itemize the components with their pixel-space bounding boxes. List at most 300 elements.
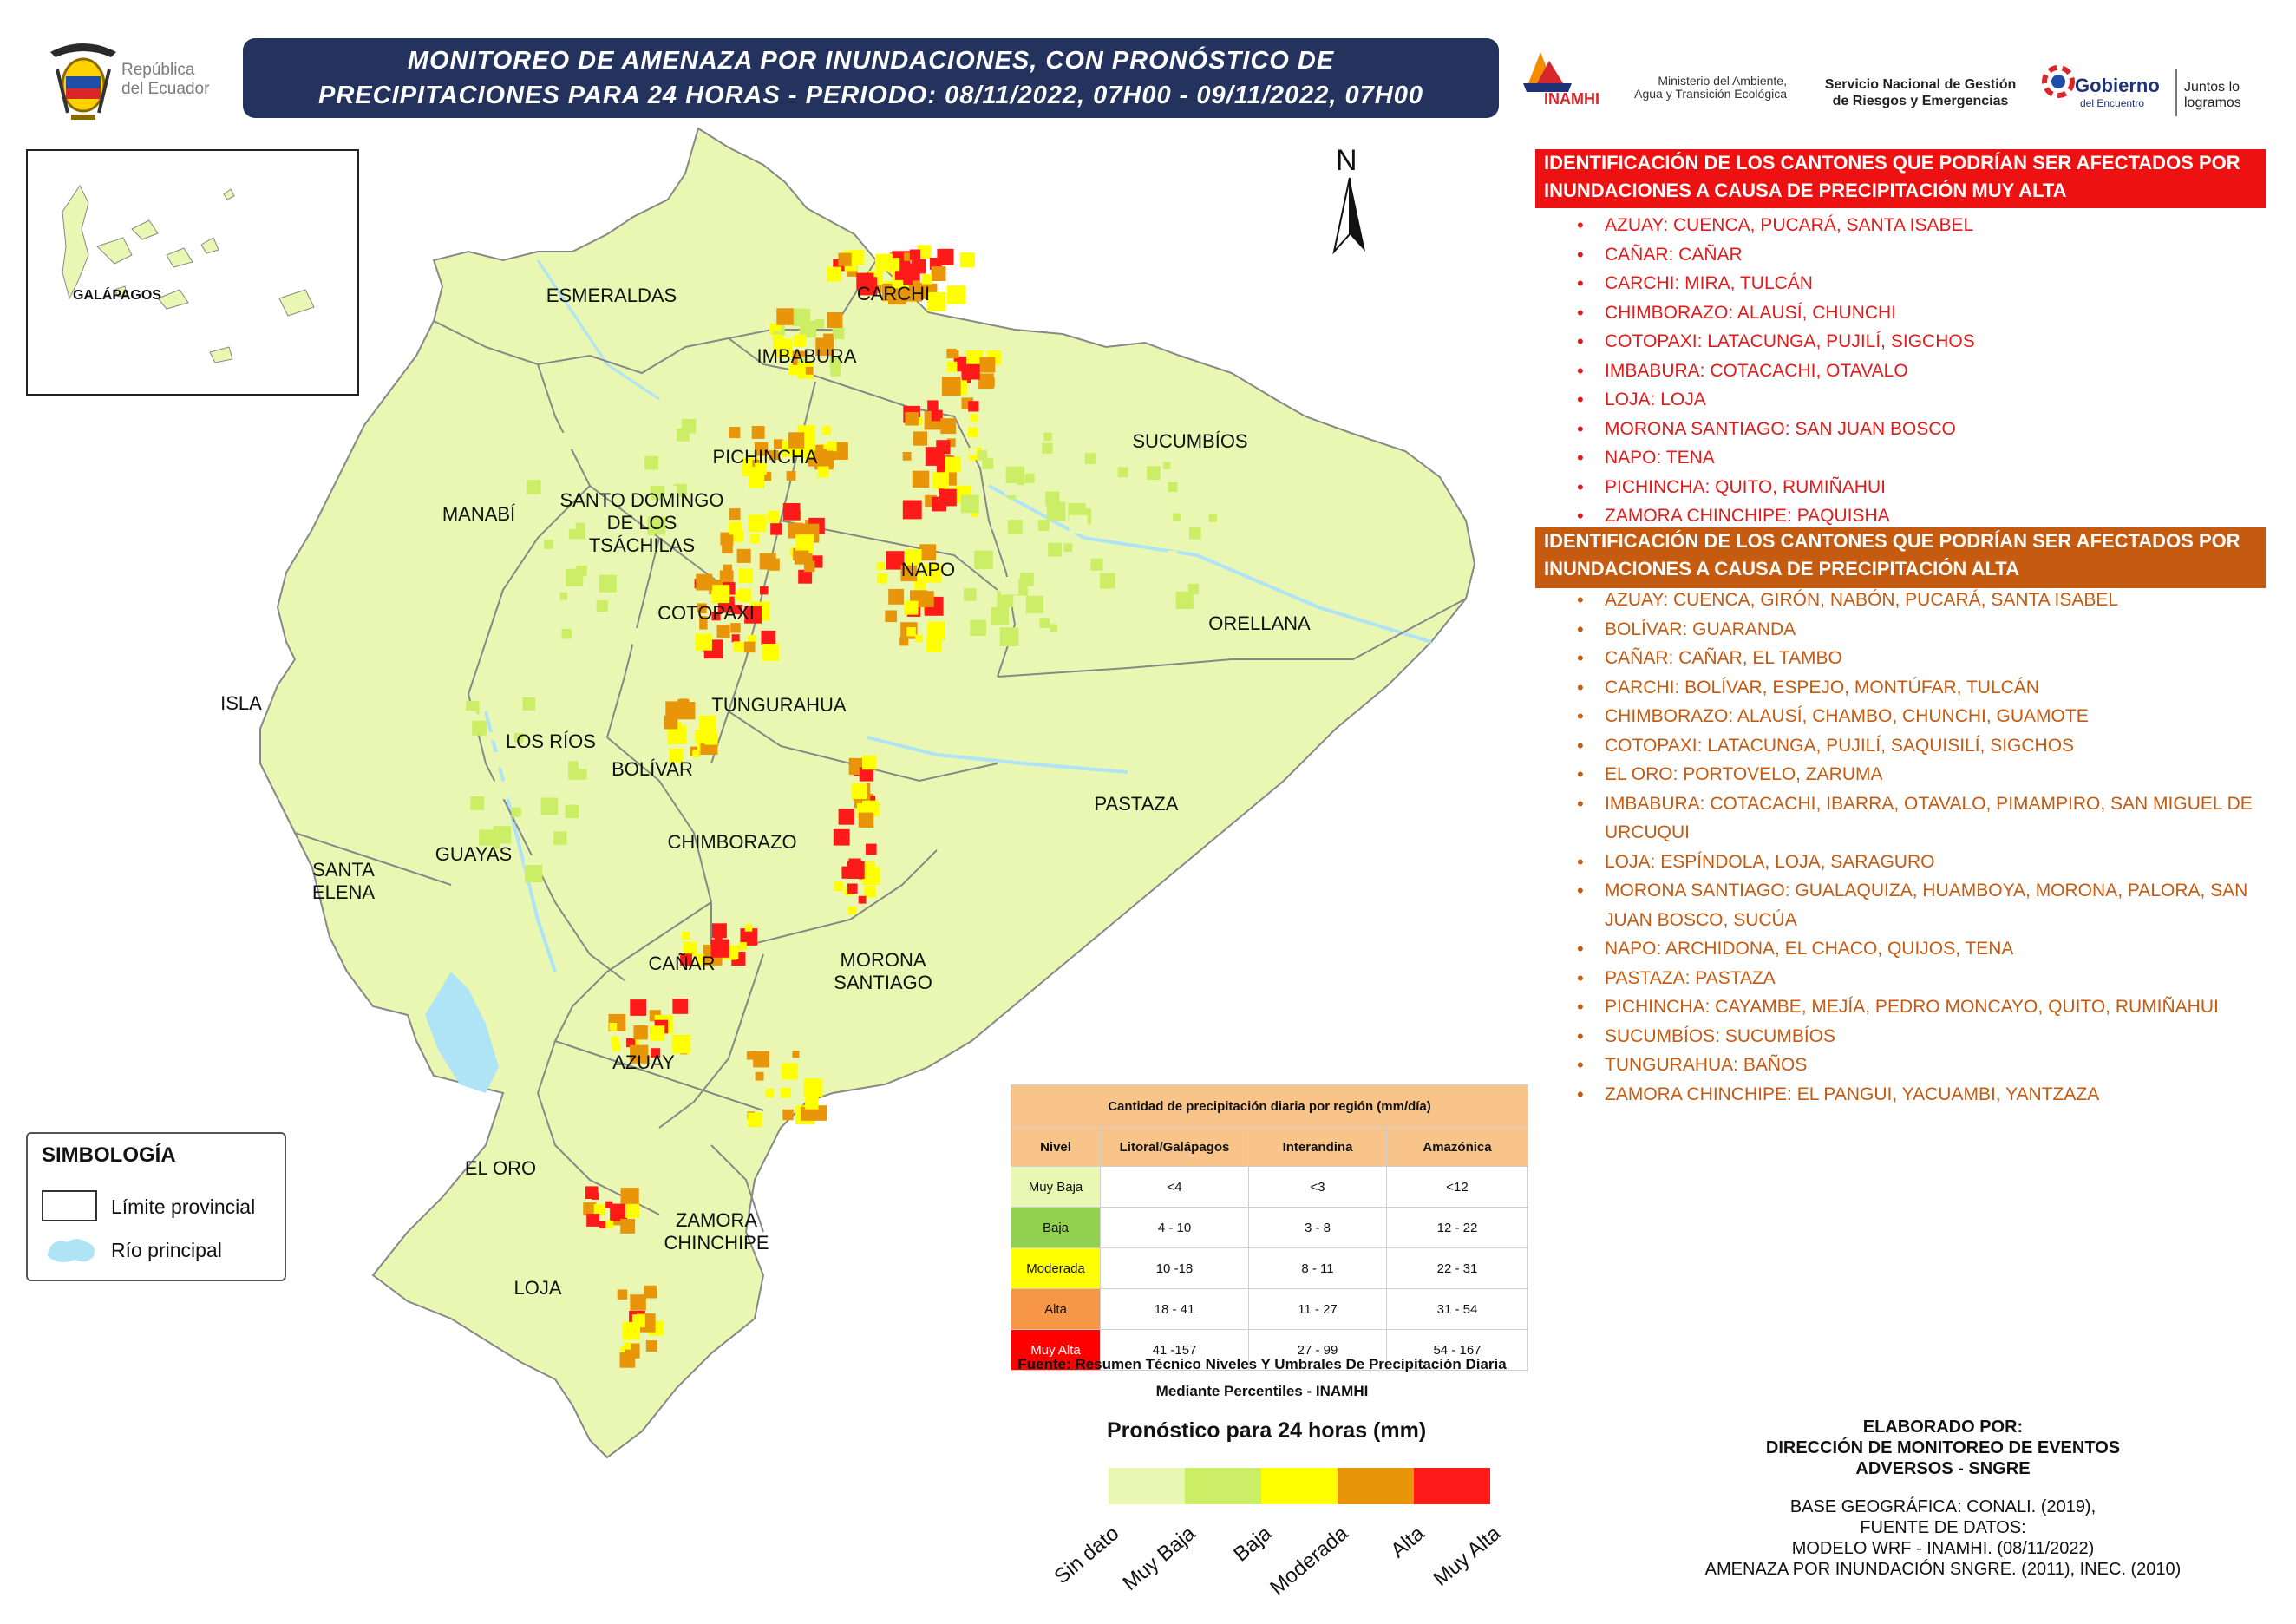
precip-cell	[905, 412, 919, 426]
precip-cell	[1050, 624, 1057, 632]
label-chimborazo: CHIMBORAZO	[667, 831, 797, 853]
precip-cell	[618, 1289, 628, 1300]
precip-cell	[527, 480, 541, 494]
table-header-interandina: Interandina	[1249, 1128, 1387, 1167]
precip-cell	[877, 573, 887, 584]
precip-cell	[526, 512, 543, 529]
range-cell: 41 -157	[1101, 1330, 1249, 1371]
precip-cell	[1063, 543, 1072, 552]
range-cell: <4	[1101, 1167, 1249, 1208]
galapagos-label: GALÁPAGOS	[73, 288, 161, 303]
precip-cell	[913, 471, 929, 488]
precip-cell	[768, 511, 780, 523]
precip-cell	[979, 357, 995, 373]
precip-cell	[1137, 566, 1147, 575]
precip-cell	[1001, 577, 1019, 595]
scale-swatch	[1338, 1468, 1414, 1504]
precip-cell	[489, 752, 505, 768]
precip-cell	[1163, 462, 1170, 469]
precip-cell	[982, 458, 993, 469]
precip-cell	[579, 752, 595, 769]
precip-cell	[739, 942, 747, 950]
river-swatch-icon	[45, 1235, 99, 1265]
canton-item: • EL ORO: PORTOVELO, ZARUMA	[1535, 760, 2264, 789]
precip-cell	[508, 705, 517, 714]
precip-cell	[624, 1342, 631, 1349]
label-santiago: SANTIAGO	[834, 972, 932, 993]
precip-cell	[605, 1221, 613, 1228]
label-azuay: AZUAY	[612, 1051, 675, 1073]
precip-cell	[877, 562, 886, 571]
precip-cell	[1101, 431, 1119, 449]
gobierno-logo-icon	[2038, 52, 2078, 104]
precip-cell	[679, 593, 688, 602]
precip-cell	[782, 1063, 798, 1079]
precip-cell	[695, 730, 709, 743]
scale-label: Sin dato	[1050, 1522, 1124, 1589]
canton-item: • PICHINCHA: CAYAMBE, MEJÍA, PEDRO MONCAYO, QUITO, RUMIÑAHUI	[1535, 992, 2264, 1022]
precip-cell	[937, 249, 953, 265]
precip-cell	[1020, 573, 1034, 586]
label-guayas: GUAYAS	[435, 843, 513, 865]
precip-cell	[1063, 585, 1073, 595]
precip-cell	[1042, 443, 1052, 454]
precip-cell	[808, 1110, 816, 1117]
precip-cell	[503, 864, 520, 881]
precip-cell	[918, 591, 934, 607]
table-header-nivel: Nivel	[1011, 1128, 1101, 1167]
precip-cell	[1172, 628, 1179, 635]
label-manabi: MANABÍ	[442, 503, 516, 525]
precip-cell	[862, 868, 880, 885]
precip-cell	[609, 1023, 617, 1031]
precip-cell	[750, 534, 760, 544]
precip-cell	[940, 418, 956, 434]
level-cell: Baja	[1011, 1208, 1101, 1248]
gobierno-logo-text: Gobierno	[2075, 75, 2160, 96]
precip-cell	[656, 427, 670, 442]
precip-cell	[859, 813, 874, 828]
range-cell: 10 -18	[1101, 1248, 1249, 1289]
precip-cell	[913, 431, 927, 445]
precip-cell	[487, 732, 496, 741]
precip-cell	[470, 796, 484, 810]
precip-cell	[644, 456, 658, 470]
precip-cell	[818, 467, 829, 478]
precip-cell	[927, 639, 936, 648]
precip-cell	[965, 364, 980, 380]
precip-cell	[512, 808, 521, 817]
precip-cell	[795, 534, 814, 553]
precip-cell	[974, 551, 993, 570]
precip-cell	[903, 452, 912, 461]
precip-cell	[1038, 520, 1050, 531]
river-label: Río principal	[111, 1239, 222, 1261]
precip-cell	[932, 472, 949, 488]
label-bolivar: BOLÍVAR	[612, 758, 693, 780]
precip-cell	[1147, 466, 1161, 480]
scale-label: Muy Baja	[1118, 1522, 1200, 1595]
range-cell: 54 - 167	[1387, 1330, 1528, 1371]
precip-cell	[682, 419, 697, 434]
level-cell: Muy Alta	[1011, 1330, 1101, 1371]
scale-swatch	[1414, 1468, 1490, 1504]
precip-cell	[1006, 467, 1024, 485]
range-cell: 18 - 41	[1101, 1289, 1249, 1330]
table-row	[1011, 1167, 1528, 1208]
precip-cell	[839, 809, 854, 824]
precip-cell	[815, 319, 825, 329]
precip-cell	[597, 600, 608, 612]
precip-cell	[762, 644, 780, 661]
precip-cell	[665, 701, 682, 717]
label-santo-domingo: SANTO DOMINGO	[559, 489, 724, 511]
label-el-oro: EL ORO	[464, 1157, 537, 1179]
precip-cell	[978, 373, 994, 389]
precip-cell	[945, 457, 961, 473]
precip-cell	[717, 625, 730, 638]
precip-cell	[991, 607, 1009, 625]
precip-cell	[906, 627, 916, 637]
canton-item: • MORONA SANTIAGO: GUALAQUIZA, HUAMBOYA, MORONA, PALORA, SAN JUAN BOSCO, SUCÚA	[1535, 876, 2264, 934]
precip-cell	[834, 829, 850, 846]
precip-cell	[840, 257, 848, 265]
north-arrow-icon	[1334, 178, 1365, 252]
precip-cell	[605, 1202, 612, 1208]
table-source: Fuente: Resumen Técnico Niveles Y Umbrales De Precipitación Diaria Mediante Percentiles - INAMHI	[1017, 1356, 1507, 1399]
scale-label: Baja	[1229, 1522, 1277, 1567]
precip-cell	[776, 308, 794, 325]
precip-cell	[563, 517, 575, 529]
precip-cell	[566, 805, 579, 819]
range-cell: 11 - 27	[1249, 1289, 1387, 1330]
provincial-boundary-swatch	[42, 1190, 97, 1221]
precip-cell	[1173, 513, 1181, 521]
precip-cell	[968, 401, 978, 411]
precip-cell	[730, 623, 741, 633]
precip-cell	[1189, 527, 1201, 540]
table-title: Cantidad de precipitación diaria por región (mm/día)	[1011, 1085, 1528, 1128]
precip-cell	[1091, 559, 1103, 571]
range-cell: 8 - 11	[1249, 1248, 1387, 1289]
scale-swatch	[1185, 1468, 1261, 1504]
table-header-amazonica: Amazónica	[1387, 1128, 1528, 1167]
precip-cell	[885, 611, 897, 623]
precip-cell	[859, 896, 867, 904]
precip-cell	[770, 523, 782, 534]
precip-cell	[621, 1188, 639, 1206]
precip-cell	[787, 471, 796, 481]
precip-cell	[729, 521, 742, 534]
precip-cell	[932, 266, 946, 281]
range-cell: <3	[1249, 1167, 1387, 1208]
precip-cell	[968, 427, 978, 437]
precip-cell	[612, 1042, 620, 1051]
precip-cell	[773, 335, 782, 344]
range-cell: 27 - 99	[1249, 1330, 1387, 1371]
canton-item: • LOJA: LOJA	[1535, 385, 1975, 415]
precip-cell	[927, 622, 945, 640]
precip-cell	[525, 865, 542, 882]
precip-cell	[991, 518, 1003, 529]
precip-cell	[946, 349, 956, 358]
scale-label: Alta	[1386, 1522, 1429, 1563]
precip-cell	[760, 586, 769, 595]
precip-cell	[737, 549, 751, 563]
precip-cell	[847, 884, 858, 894]
canton-item: • CHIMBORAZO: ALAUSÍ, CHUNCHI	[1535, 298, 1975, 328]
coat-of-arms-logo	[42, 35, 125, 125]
level-cell: Alta	[1011, 1289, 1101, 1330]
precip-cell	[522, 697, 535, 710]
label-elena: ELENA	[311, 881, 376, 903]
precip-cell	[752, 426, 765, 439]
inamhi-logo-text: INAMHI	[1544, 90, 1599, 108]
precip-cell	[766, 1089, 775, 1097]
precip-cell	[1048, 543, 1062, 557]
precip-cell	[749, 473, 764, 488]
threshold-table	[1011, 1084, 1528, 1371]
precip-cell	[960, 252, 975, 267]
precip-cell	[744, 642, 756, 653]
label-canar: CAÑAR	[648, 953, 716, 974]
scale-swatch	[1261, 1468, 1338, 1504]
label-los-rios: LOS RÍOS	[506, 730, 596, 752]
precip-cell	[559, 593, 567, 600]
precip-cell	[562, 629, 572, 639]
precip-cell	[594, 454, 608, 468]
data-sources: BASE GEOGRÁFICA: CONALI. (2019), FUENTE DE DATOS: MODELO WRF - INAMHI. (08/11/2022) AMENAZA POR INUNDACIÓN SNGRE. (2011), INEC. (2010)	[1704, 1497, 2182, 1579]
precip-cell	[599, 1221, 606, 1228]
precip-cell	[553, 831, 567, 845]
precip-cell	[851, 783, 867, 799]
precip-cell	[971, 414, 978, 422]
precip-cell	[888, 589, 904, 605]
precip-cell	[886, 258, 899, 271]
precip-cell	[833, 328, 845, 340]
precip-cell	[620, 1219, 635, 1234]
precip-cell	[915, 635, 923, 643]
table-row	[1011, 1289, 1528, 1330]
precip-cell	[970, 620, 986, 637]
precip-cell	[1070, 515, 1088, 534]
precip-cell	[562, 717, 573, 729]
precip-cell	[620, 1352, 636, 1368]
precip-cell	[586, 1214, 599, 1227]
precip-cell	[729, 508, 741, 520]
precip-cell	[540, 797, 558, 815]
precip-cell	[756, 1072, 764, 1081]
canton-item: • PICHINCHA: QUITO, RUMIÑAHUI	[1535, 473, 1975, 502]
precip-cell	[732, 634, 740, 642]
scale-label: Muy Alta	[1429, 1522, 1506, 1591]
symbology-title: SIMBOLOGÍA	[42, 1143, 176, 1167]
precip-cell	[696, 574, 712, 591]
precip-cell	[964, 588, 977, 601]
canton-item: • IMBABURA: COTACACHI, OTAVALO	[1535, 357, 1975, 386]
canton-item: • CARCHI: MIRA, TULCÁN	[1535, 269, 1975, 298]
range-cell: <12	[1387, 1167, 1528, 1208]
label-pastaza: PASTAZA	[1094, 793, 1179, 815]
label-zamora: ZAMORA	[675, 1209, 758, 1231]
precip-cell	[625, 565, 640, 580]
label-orellana: ORELLANA	[1208, 612, 1311, 634]
precip-cell	[630, 1294, 646, 1311]
canton-item: • CAÑAR: CAÑAR, EL TAMBO	[1535, 644, 2264, 673]
precip-cell	[795, 551, 808, 565]
precip-cell	[633, 1025, 647, 1039]
elaborado-por: ELABORADO POR: DIRECCIÓN DE MONITOREO DE EVENTOS ADVERSOS - SNGRE	[1765, 1418, 2121, 1478]
precip-cell	[490, 782, 508, 800]
precip-cell	[665, 577, 678, 590]
precip-cell	[1092, 468, 1102, 477]
label-pichincha: PICHINCHA	[712, 446, 818, 468]
precip-cell	[1116, 562, 1131, 577]
label-santa: SANTA	[312, 859, 375, 881]
canton-item: • NAPO: ARCHIDONA, EL CHACO, QUIJOS, TENA	[1535, 934, 2264, 964]
precip-cell	[650, 1025, 664, 1040]
precip-cell	[642, 562, 651, 571]
canton-item: • CARCHI: BOLÍVAR, ESPEJO, MONTÚFAR, TULCÁN	[1535, 673, 2264, 703]
precip-cell	[936, 440, 950, 454]
canton-item: • NAPO: TENA	[1535, 443, 1975, 473]
canton-item: • TUNGURAHUA: BAÑOS	[1535, 1051, 2264, 1080]
table-row	[1011, 1248, 1528, 1289]
precip-cell	[804, 1078, 823, 1097]
precip-cell	[696, 633, 712, 650]
label-tsachilas: TSÁCHILAS	[588, 534, 696, 556]
range-cell: 12 - 22	[1387, 1208, 1528, 1248]
precip-cell	[738, 589, 752, 603]
scale-swatch	[1109, 1468, 1185, 1504]
precip-cell	[822, 426, 831, 435]
precip-cell	[599, 575, 617, 593]
precip-cell	[1070, 612, 1080, 621]
canton-item: • AZUAY: CUENCA, GIRÓN, NABÓN, PUCARÁ, SANTA ISABEL	[1535, 586, 2264, 615]
precip-cell	[1118, 467, 1128, 477]
precip-cell	[1043, 433, 1052, 442]
precip-cell	[1168, 494, 1185, 511]
table-row	[1011, 1208, 1528, 1248]
precip-cell	[1168, 551, 1177, 560]
canton-item: • CHIMBORAZO: ALAUSÍ, CHAMBO, CHUNCHI, GUAMOTE	[1535, 702, 2264, 731]
label-tungurahua: TUNGURAHUA	[711, 694, 847, 716]
precip-cell	[827, 312, 842, 328]
precip-cell	[783, 503, 801, 521]
precip-cell	[781, 1088, 791, 1098]
range-cell: 31 - 54	[1387, 1289, 1528, 1330]
map-title: MONITOREO DE AMENAZA POR INUNDACIONES, CON PRONÓSTICO DE PRECIPITACIONES PARA 24 HORAS - PERIODO: 08/11/2022, 07H00 - 09/11/2022, 07H00	[243, 38, 1499, 118]
precip-cell	[1100, 573, 1115, 589]
label-loja: LOJA	[513, 1277, 562, 1299]
precip-cell	[738, 568, 753, 583]
level-cell: Moderada	[1011, 1248, 1101, 1289]
precip-cell	[939, 489, 957, 507]
precip-cell	[1025, 474, 1035, 483]
label-imbabura: IMBABURA	[756, 345, 857, 367]
precip-cell	[1122, 606, 1136, 619]
precip-cell	[692, 750, 699, 757]
precip-cell	[827, 267, 841, 282]
precip-cell	[961, 494, 979, 513]
canton-item: • PASTAZA: PASTAZA	[1535, 964, 2264, 993]
country-name: República del Ecuador	[121, 61, 210, 98]
precip-cell	[1121, 623, 1140, 642]
galapagos-inset	[26, 149, 359, 396]
precip-cell	[646, 1340, 657, 1352]
precip-cell	[947, 285, 965, 304]
precip-cell	[625, 1204, 639, 1218]
precip-cell	[729, 427, 740, 438]
precip-cell	[749, 514, 766, 532]
precip-cell	[748, 1113, 762, 1127]
precip-cell	[1043, 556, 1062, 575]
label-morona: MORONA	[840, 949, 926, 971]
precip-cell	[903, 501, 922, 520]
precip-cell	[1000, 627, 1019, 646]
precip-cell	[672, 1035, 691, 1054]
canton-item: • ZAMORA CHINCHIPE: EL PANGUI, YACUAMBI, YANTZAZA	[1535, 1080, 2264, 1110]
precip-cell	[827, 442, 837, 452]
scale-label: Moderada	[1266, 1522, 1353, 1601]
canton-item: • LOJA: ESPÍNDOLA, LOJA, SARAGURO	[1535, 848, 2264, 877]
gobierno-logo-sub: del Encuentro	[2080, 97, 2145, 109]
precip-cell	[566, 569, 583, 586]
precip-cell	[847, 861, 865, 879]
logo-divider	[2175, 69, 2177, 116]
level-cell: Muy Baja	[1011, 1167, 1101, 1208]
muy-alta-header: IDENTIFICACIÓN DE LOS CANTONES QUE PODRÍAN SER AFECTADOS POR INUNDACIONES A CAUSA DE PRECIPITACIÓN MUY ALTA	[1535, 149, 2266, 208]
precip-cell	[864, 886, 876, 898]
precip-cell	[793, 309, 810, 326]
precip-cell	[1005, 483, 1017, 495]
precip-cell	[723, 565, 733, 574]
precip-cell	[899, 637, 908, 645]
precip-cell	[1039, 618, 1050, 628]
canton-item: • COTOPAXI: LATACUNGA, PUJILÍ, SIGCHOS	[1535, 327, 1975, 357]
precip-cell	[560, 546, 568, 553]
label-esmeraldas: ESMERALDAS	[546, 285, 677, 306]
table-header-litoral: Litoral/Galápagos	[1101, 1128, 1249, 1167]
precip-cell	[782, 1110, 793, 1120]
label-napo: NAPO	[900, 559, 956, 580]
sngre-logo: Servicio Nacional de Gestión de Riesgos y Emergencias	[1824, 77, 2017, 108]
canton-item: • CAÑAR: CAÑAR	[1535, 240, 1975, 270]
label-chinchipe: CHINCHIPE	[664, 1232, 769, 1254]
precip-cell	[970, 448, 977, 455]
precip-cell	[862, 756, 876, 769]
precip-cell	[734, 641, 744, 652]
label-sucumbios: SUCUMBÍOS	[1132, 430, 1248, 452]
precip-cell	[622, 1322, 640, 1340]
label-cotopaxi: COTOPAXI	[657, 602, 755, 624]
precip-cell	[1211, 527, 1226, 541]
precip-cell	[1168, 482, 1177, 492]
precip-cell	[927, 400, 938, 410]
ministerio-logo: Ministerio del Ambiente, Agua y Transición Ecológica	[1634, 74, 1787, 101]
label-isla: ISLA	[220, 692, 262, 714]
range-cell: 22 - 31	[1387, 1248, 1528, 1289]
galapagos-islands	[28, 151, 357, 394]
precip-cell	[834, 881, 844, 891]
alta-list	[1535, 586, 2264, 1109]
label-carchi: CARCHI	[856, 283, 931, 304]
precip-cell	[682, 932, 690, 940]
precip-cell	[866, 844, 877, 855]
precip-cell	[1008, 520, 1023, 534]
precip-cell	[627, 628, 644, 645]
canton-item: • ZAMORA CHINCHIPE: PAQUISHA	[1535, 501, 1975, 531]
